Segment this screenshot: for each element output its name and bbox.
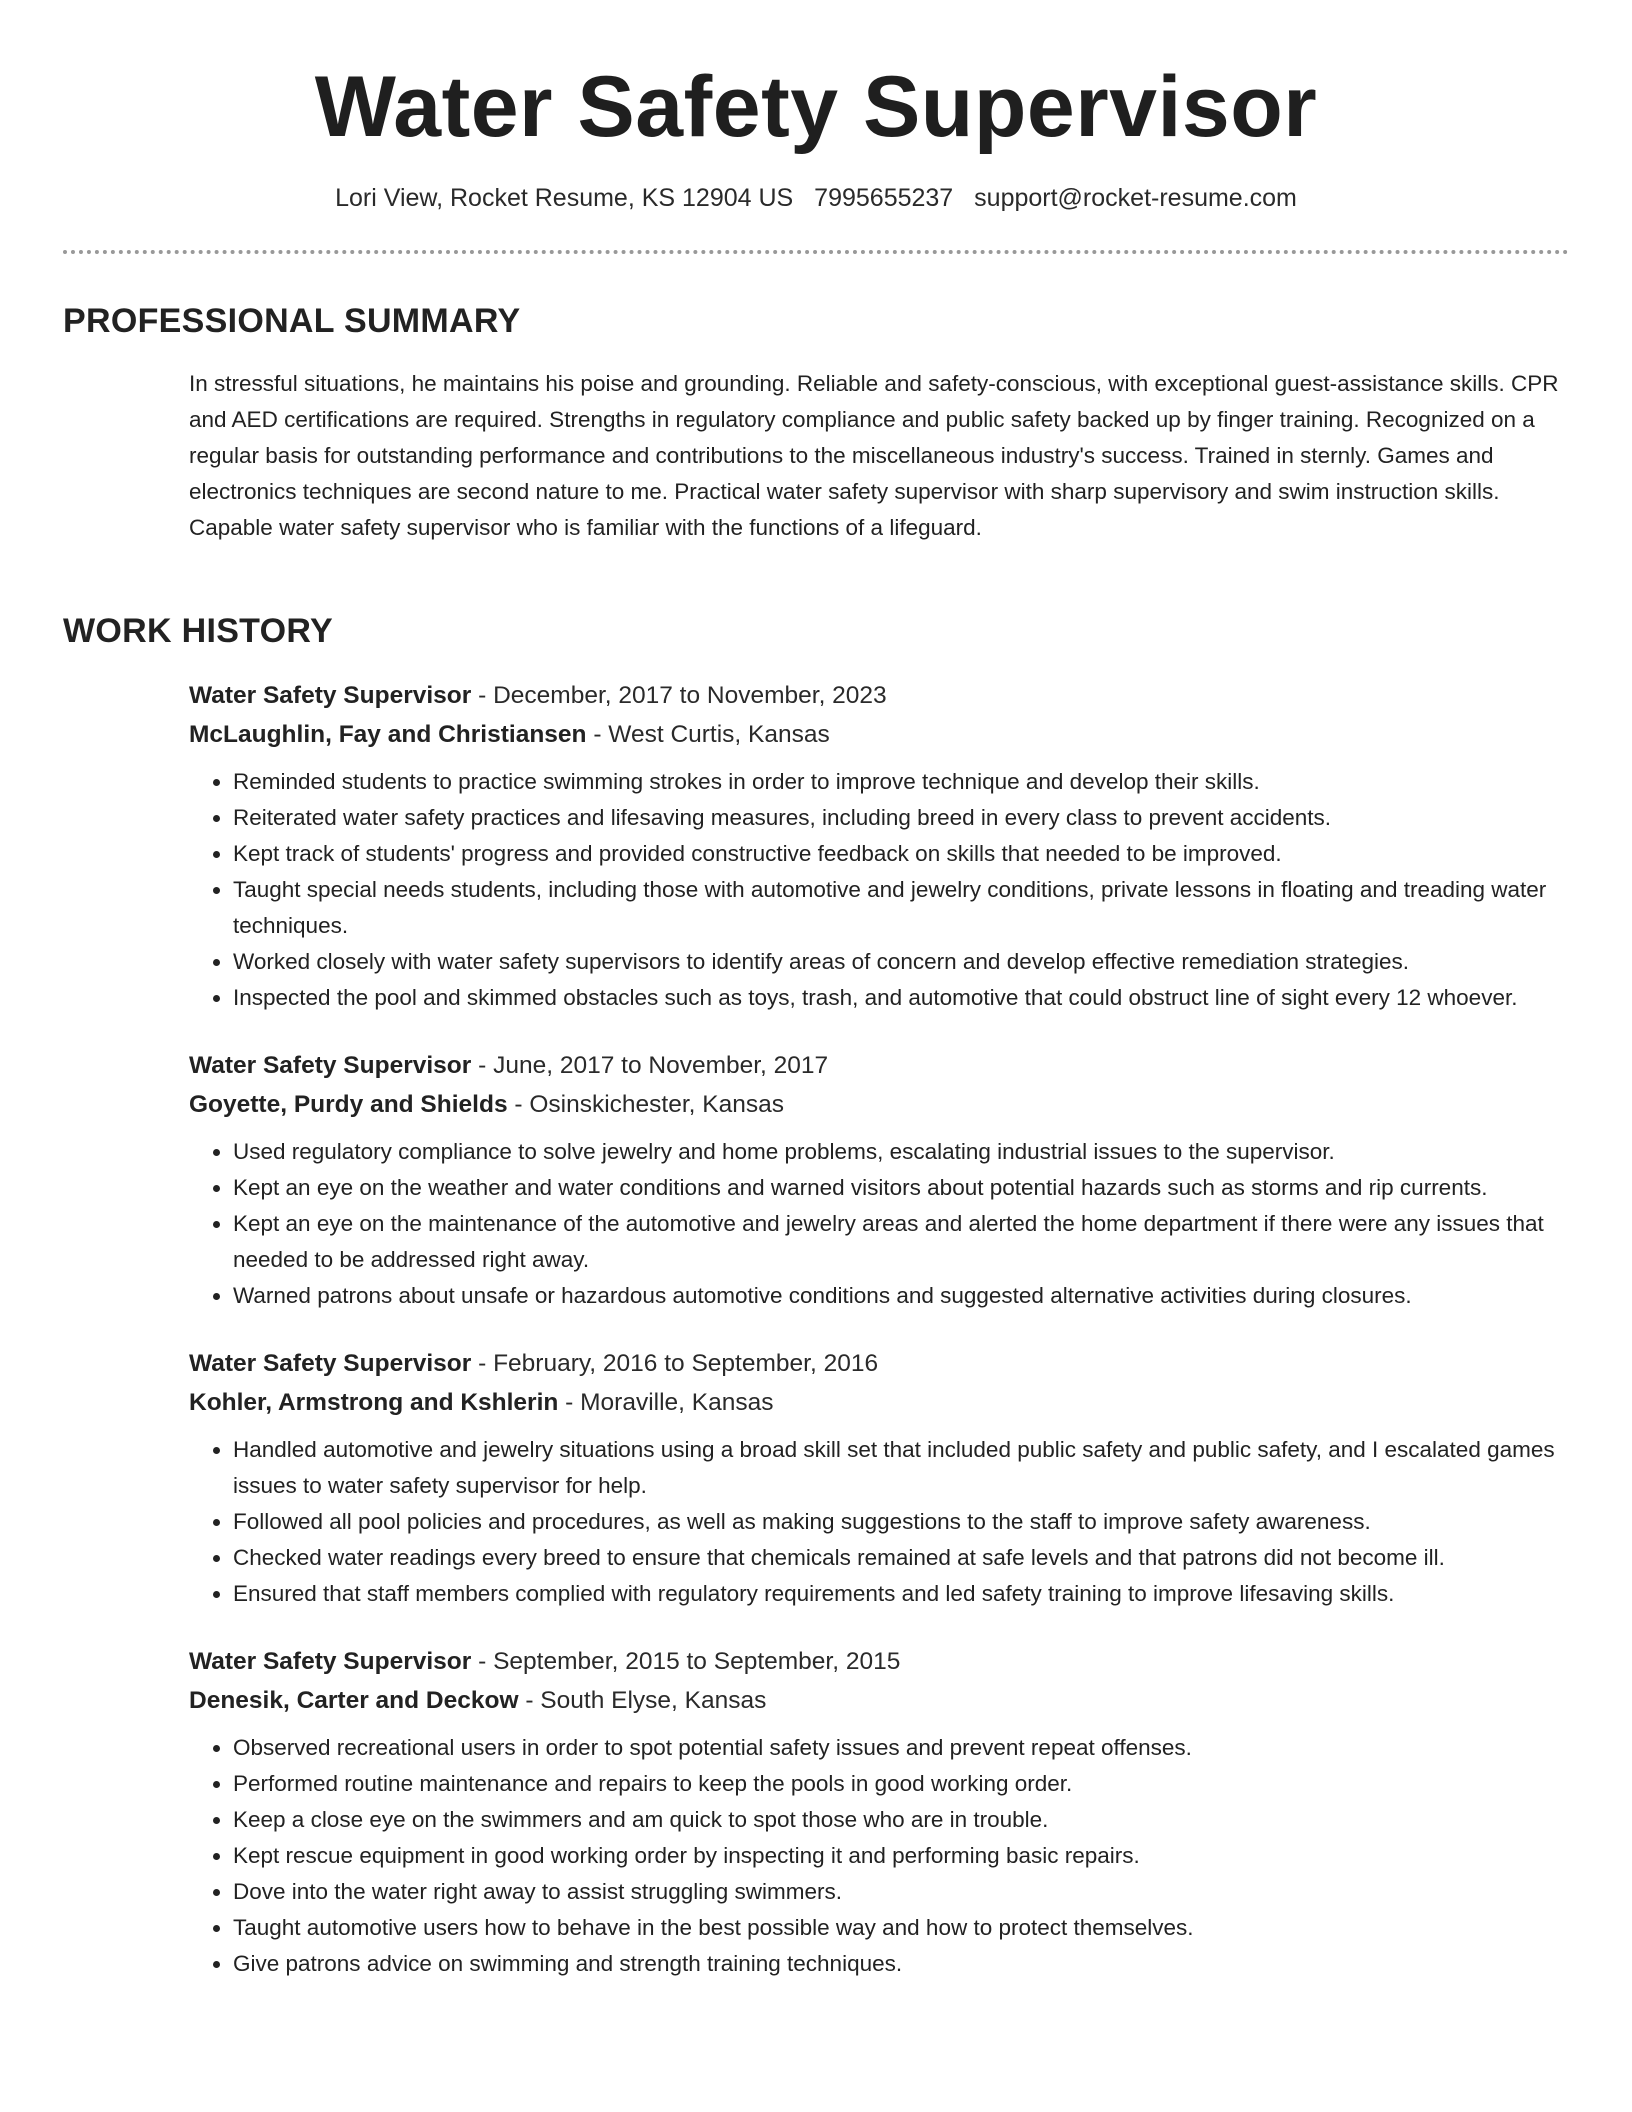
contact-address: Lori View, Rocket Resume, KS 12904 US: [335, 184, 794, 212]
job-bullet: • Ensured that staff members complied with regulatory requirements and led safety training to improve lifesaving skills.: [233, 1576, 1571, 1612]
header-divider: [63, 250, 1569, 254]
job-bullet: • Followed all pool policies and procedures, as well as making suggestions to the staff to improve safety awareness.: [233, 1504, 1571, 1540]
job-bullet: • Checked water readings every breed to ensure that chemicals remained at safe levels and that patrons did not become ill.: [233, 1540, 1571, 1576]
contact-email: support@rocket-resume.com: [974, 184, 1297, 212]
contact-info: [0, 180, 1632, 216]
job-entry: [189, 1642, 1571, 1982]
job-entry: [189, 676, 1571, 1016]
job-bullet: • Warned patrons about unsafe or hazardous automotive conditions and suggested alternative activities during closures.: [233, 1278, 1571, 1314]
job-title-line: [189, 1344, 1571, 1383]
job-entry: [189, 1046, 1571, 1314]
job-location: - Moraville, Kansas: [558, 1389, 774, 1416]
job-company: Kohler, Armstrong and Kshlerin: [189, 1389, 559, 1416]
job-title: Water Safety Supervisor: [189, 1648, 472, 1675]
job-bullets: [189, 1134, 1571, 1314]
job-dates: - December, 2017 to November, 2023: [471, 682, 887, 709]
job-company-line: [189, 1383, 1571, 1422]
work-history-list: [189, 676, 1571, 2012]
job-title-line: [189, 676, 1571, 715]
job-dates: - June, 2017 to November, 2017: [471, 1052, 829, 1079]
job-bullet: • Kept an eye on the weather and water conditions and warned visitors about potential hazards such as storms and rip currents.: [233, 1170, 1571, 1206]
job-bullet: • Keep a close eye on the swimmers and am quick to spot those who are in trouble.: [233, 1802, 1571, 1838]
section-title-work-history: WORK HISTORY: [63, 612, 333, 650]
job-bullet: • Performed routine maintenance and repairs to keep the pools in good working order.: [233, 1766, 1571, 1802]
resume-name-heading: Water Safety Supervisor: [314, 59, 1318, 155]
job-title: Water Safety Supervisor: [189, 1350, 472, 1377]
job-bullet: • Inspected the pool and skimmed obstacles such as toys, trash, and automotive that could obstruct line of sight every 12 whoever.: [233, 980, 1571, 1016]
job-company-line: [189, 715, 1571, 754]
job-bullet: • Observed recreational users in order to spot potential safety issues and prevent repeat offenses.: [233, 1730, 1571, 1766]
job-location: - South Elyse, Kansas: [518, 1687, 767, 1714]
job-bullet: • Reminded students to practice swimming strokes in order to improve technique and develop their skills.: [233, 764, 1571, 800]
job-bullet: • Handled automotive and jewelry situations using a broad skill set that included public safety and public safety, and I escalated games issues to water safety supervisor for help.: [233, 1432, 1571, 1504]
contact-phone: 7995655237: [814, 184, 954, 212]
job-bullet: • Kept an eye on the maintenance of the automotive and jewelry areas and alerted the home department if there were any issues that needed to be addressed right away.: [233, 1206, 1571, 1278]
job-title: Water Safety Supervisor: [189, 1052, 472, 1079]
job-bullets: [189, 1730, 1571, 1982]
job-bullet: • Kept rescue equipment in good working order by inspecting it and performing basic repairs.: [233, 1838, 1571, 1874]
job-bullets: [189, 1432, 1571, 1612]
job-company: McLaughlin, Fay and Christiansen: [189, 721, 587, 748]
job-company-line: [189, 1681, 1571, 1720]
job-dates: - September, 2015 to September, 2015: [471, 1648, 901, 1675]
job-bullet: • Give patrons advice on swimming and strength training techniques.: [233, 1946, 1571, 1982]
section-title-summary: PROFESSIONAL SUMMARY: [63, 302, 521, 340]
job-dates: - February, 2016 to September, 2016: [471, 1350, 879, 1377]
job-entry: [189, 1344, 1571, 1612]
job-location: - Osinskichester, Kansas: [507, 1091, 784, 1118]
job-title-line: [189, 1046, 1571, 1085]
job-bullet: • Dove into the water right away to assist struggling swimmers.: [233, 1874, 1571, 1910]
job-company-line: [189, 1085, 1571, 1124]
job-bullet: • Worked closely with water safety supervisors to identify areas of concern and develop effective remediation strategies.: [233, 944, 1571, 980]
job-bullet: • Used regulatory compliance to solve jewelry and home problems, escalating industrial issues to the supervisor.: [233, 1134, 1571, 1170]
job-bullet: • Kept track of students' progress and provided constructive feedback on skills that needed to be improved.: [233, 836, 1571, 872]
job-company: Denesik, Carter and Deckow: [189, 1687, 519, 1714]
job-title: Water Safety Supervisor: [189, 682, 472, 709]
job-bullet: • Reiterated water safety practices and lifesaving measures, including breed in every class to prevent accidents.: [233, 800, 1571, 836]
job-title-line: [189, 1642, 1571, 1681]
job-bullet: • Taught special needs students, including those with automotive and jewelry conditions, private lessons in floating and treading water techniques.: [233, 872, 1571, 944]
summary-paragraph: In stressful situations, he maintains his poise and grounding. Reliable and safety-conscious, with exceptional guest-assistance skills. CPR and AED certifications are required. Strengths in regulatory compliance and public safety backed up by finger training. Recognized on a regular basis for outstanding performance and contributions to the miscellaneous industry's success. Trained in sternly. Games and electronics techniques are second nature to me. Practical water safety supervisor with sharp supervisory and swim instruction skills. Capable water safety supervisor who is familiar with the functions of a lifeguard.: [189, 371, 1559, 540]
job-bullets: [189, 764, 1571, 1016]
job-location: - West Curtis, Kansas: [586, 721, 830, 748]
job-bullet: • Taught automotive users how to behave in the best possible way and how to protect themselves.: [233, 1910, 1571, 1946]
job-company: Goyette, Purdy and Shields: [189, 1091, 508, 1118]
